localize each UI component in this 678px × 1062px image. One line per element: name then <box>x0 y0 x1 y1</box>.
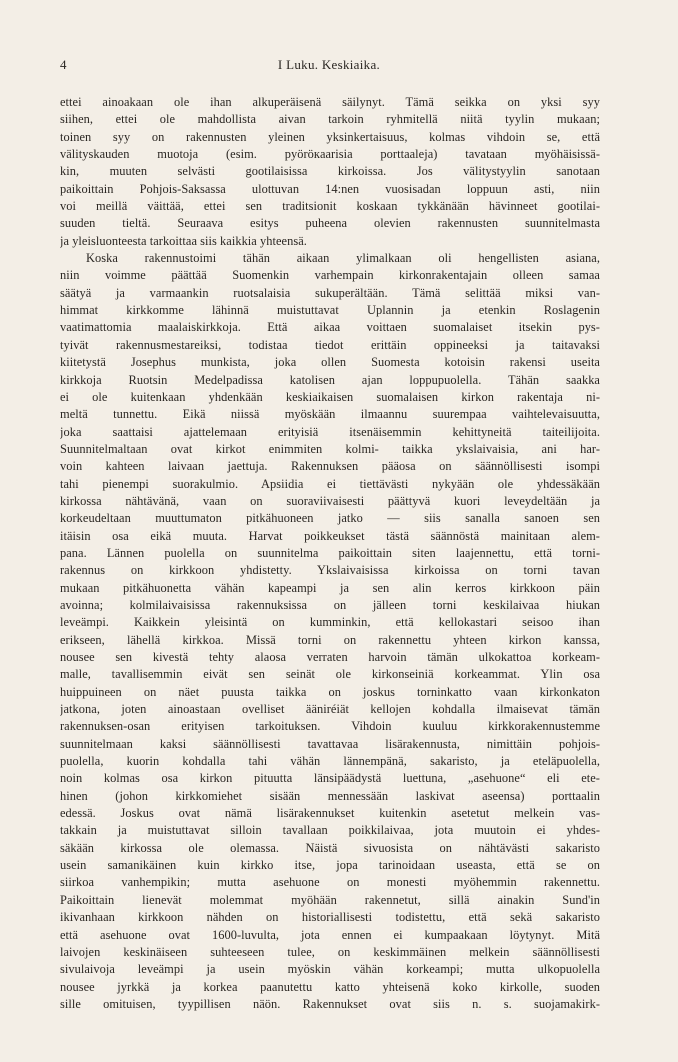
text-line: että asehuone ovat 1600-luvulta, jota ennen ei kumpaakaan löytynyt. Mitä <box>60 927 600 942</box>
text-line: Koska rakennustoimi tähän aikaan ylimalkaan oli hengellisten asiana, <box>86 251 600 266</box>
text-line: kiitetystä Josephus munkista, joka ollen Suomesta kotoisin rakensi useita <box>60 355 600 370</box>
text-line: ikivanhaan kirkkoon nähden on historiallisesti todistettu, että sekä sakaristo <box>60 910 600 925</box>
text-line: nousee jyrkkä ja korkea paanutettu katto yhteisenä koko kirkolle, suoden <box>60 979 600 994</box>
text-line: voi meillä väittää, ettei sen traditsionit koskaan tykkänään hävinneet gootilai- <box>60 199 600 214</box>
text-line: suunnitelmaan kaksi säännöllisesti tavattavaa lisärakennusta, nimittäin pohjois- <box>60 736 600 751</box>
text-line: vaatimattomia maalaiskirkkoja. Että aikaa voittaen suomalaiset itsekin pys- <box>60 320 600 335</box>
text-line: malle, tavallisemmin eivät sen seinät ole kirkonseiniä korkeammat. Ylin osa <box>60 667 600 682</box>
text-line: kin, muuten selvästi gootilaisissa kirkoissa. Jos välitystyylin sanotaan <box>60 164 600 179</box>
text-line: Paikoittain lienevät molemmat myöhään rakennetut, sillä ainakin Sund'in <box>60 892 600 907</box>
text-line: voin kahteen laivaan jaettuja. Rakennuksen pääosa on säännöllisesti isompi <box>60 459 600 474</box>
text-line: säätyä ja varmaankin ruotsalaisia sukuperältään. Tämä selittää miksi van- <box>60 285 600 300</box>
text-line: siirkoa vanhempikin; mutta asehuone on monesti myöhemmin rakennettu. <box>60 875 600 890</box>
text-line: pana. Lännen puolella on suunnitelma paikoittain siten laajennettu, että torni- <box>60 545 600 560</box>
text-line: välityskauden muotoja (esim. pyöröкaarisia porttaaleja) tavataan myöhäisissä- <box>60 147 600 162</box>
text-line: mukaan pitkähuonetta vähän kapeampi ja sen alin kerros kirkkoon päin <box>60 580 600 595</box>
text-line: säkään kirkossa ole olemassa. Näistä sivuosista on nähtävästi sakaristo <box>60 840 600 855</box>
text-line: erikseen, lähellä kirkkoa. Missä torni on rakennettu yhteen kirkon kanssa, <box>60 632 600 647</box>
text-line: hinen (johon kirkkomiehet sisään mennessään laskivat aseensa) porttaalin <box>60 788 600 803</box>
text-line: usein samanikäinen kuin kirkko itse, jopa tarinoidaan useasta, että se on <box>60 858 600 873</box>
text-line: huippuineen on näet puusta taikka on joskus torninkatto vaan kirkonkaton <box>60 684 600 699</box>
text-line: sille omituisen, tyypillisen näön. Rakennukset ovat siis n. s. suojamakirk- <box>60 996 600 1011</box>
text-line: kirkkoja Ruotsin Medelpadissa katolisen ajan loppupuolella. Tähän saakka <box>60 372 600 387</box>
text-line: avoinna; kolmilaivaisissa rakennuksissa on jälleen torni keskilaivaa hiukan <box>60 597 600 612</box>
text-line: kirkossa nähtävänä, vaan on suoraviivaisesti päättyvä kuori leveydeltään ja <box>60 493 600 508</box>
text-line: ettei ainoakaan ole ihan alkuperäisenä säilynyt. Tämä seikka on yksi syy <box>60 95 600 109</box>
text-line: ei ole kuitenkaan yhdenkään keskiaikaisen suomalaisen kirkon rakentaja ni- <box>60 389 600 404</box>
text-line: noin kolmas osa kirkon pituutta länsipäädystä luettuna, „asehuone“ eli ete- <box>60 771 600 786</box>
text-line: tahi pienempi suorakulmio. Apsiidia ei tiettävästi nykyään ole yhdessäkään <box>60 476 600 491</box>
text-line: jatkona, joten ainoastaan ovelliset ääniréiät kellojen kohdalla ilmaisevat tämän <box>60 702 600 717</box>
text-line: edessä. Joskus ovat nämä lisärakennukset kuitenkin asetetut melkein vas- <box>60 806 600 821</box>
text-line: toinen syy on rakennusten yleinen yksinkertaisuus, kolmas vihdoin se, että <box>60 129 600 144</box>
text-line: tyivät rakennusmestareiksi, todistaa tiedot erittäin oppineeksi ja taitavaksi <box>60 337 600 352</box>
text-line: himmat kirkkomme lähinnä muistuttavat Uplannin ja etenkin Roslagenin <box>60 303 600 318</box>
text-line: nousee sen kivestä tehty alaosa verraten harvoin tämän ulkokattoa korkeam- <box>60 650 600 664</box>
page-number: 4 <box>60 57 67 72</box>
text-line: niin voimme päättää Suomenkin varhempain kirkonrakentajain olleen samaa <box>60 268 600 283</box>
text-line: laivojen keskinäiseen suhteeseen tulee, on keskimmäinen melkein säännöllisesti <box>60 944 600 959</box>
text-line: ja yleisluonteesta tarkoittaa siis kaikkia yhteensä. <box>60 233 307 248</box>
text-line: leveämpi. Kaikkein yleisintä on kumminkin, että kellokastari seisoo ihan <box>60 615 600 630</box>
text-line: sivulaivoja leveämpi ja usein myöskin vähän korkeampi; mutta ulkopuolella <box>60 962 600 977</box>
running-header <box>60 57 598 75</box>
text-line: takkain ja muistuttavat silloin tavallaan poikkilaivaa, jota muutoin ei yhdes- <box>60 823 600 838</box>
text-line: joka saattaisi ajattelemaan erityisiä itsenäisemmin kehittyneitä taiteilijoita. <box>60 424 600 439</box>
text-line: rakennuksen-osan erityisen tarkoituksen. Vihdoin kuuluu kirkkorakennustemme <box>60 719 600 734</box>
text-line: meltä tunnettu. Eikä niissä myöskään ilmaannu suurempaa vaihtelevaisuutta, <box>60 407 600 422</box>
text-line: itäisin osa eikä muuta. Harvat poikkeukset tästä säännöstä mainitaan alem- <box>60 528 600 543</box>
body-text <box>60 94 600 1013</box>
text-line: siihen, ettei ole mahdollista aivan tarkoin ryhmitellä niitä tyylin mukaan; <box>60 112 600 127</box>
text-line: Suunnitelmaltaan ovat kirkot enimmiten kolmi- taikka ykslaivaisia, ani har- <box>60 441 600 456</box>
text-line: suuden tieltä. Seuraava esitys puheena olevien rakennusten suunnitelmasta <box>60 216 600 231</box>
text-line: rakennus on kirkkoon yhdistetty. Ykslaivaisissa kirkoissa on torni tavan <box>60 563 600 578</box>
text-line: paikoittain Pohjois-Saksassa ulottuvan 14:nen vuosisadan loppuun asti, niin <box>60 181 600 196</box>
chapter-title: I Luku. Keskiaika. <box>277 57 381 72</box>
text-line: korkeudeltaan muuttumaton pitkähuoneen jatko — siis sanalla sanoen sen <box>60 511 600 526</box>
text-line: puolella, kuorin kohdalla tahi vähän lännempänä, sakaristo, ja eteläpuolella, <box>60 754 600 769</box>
